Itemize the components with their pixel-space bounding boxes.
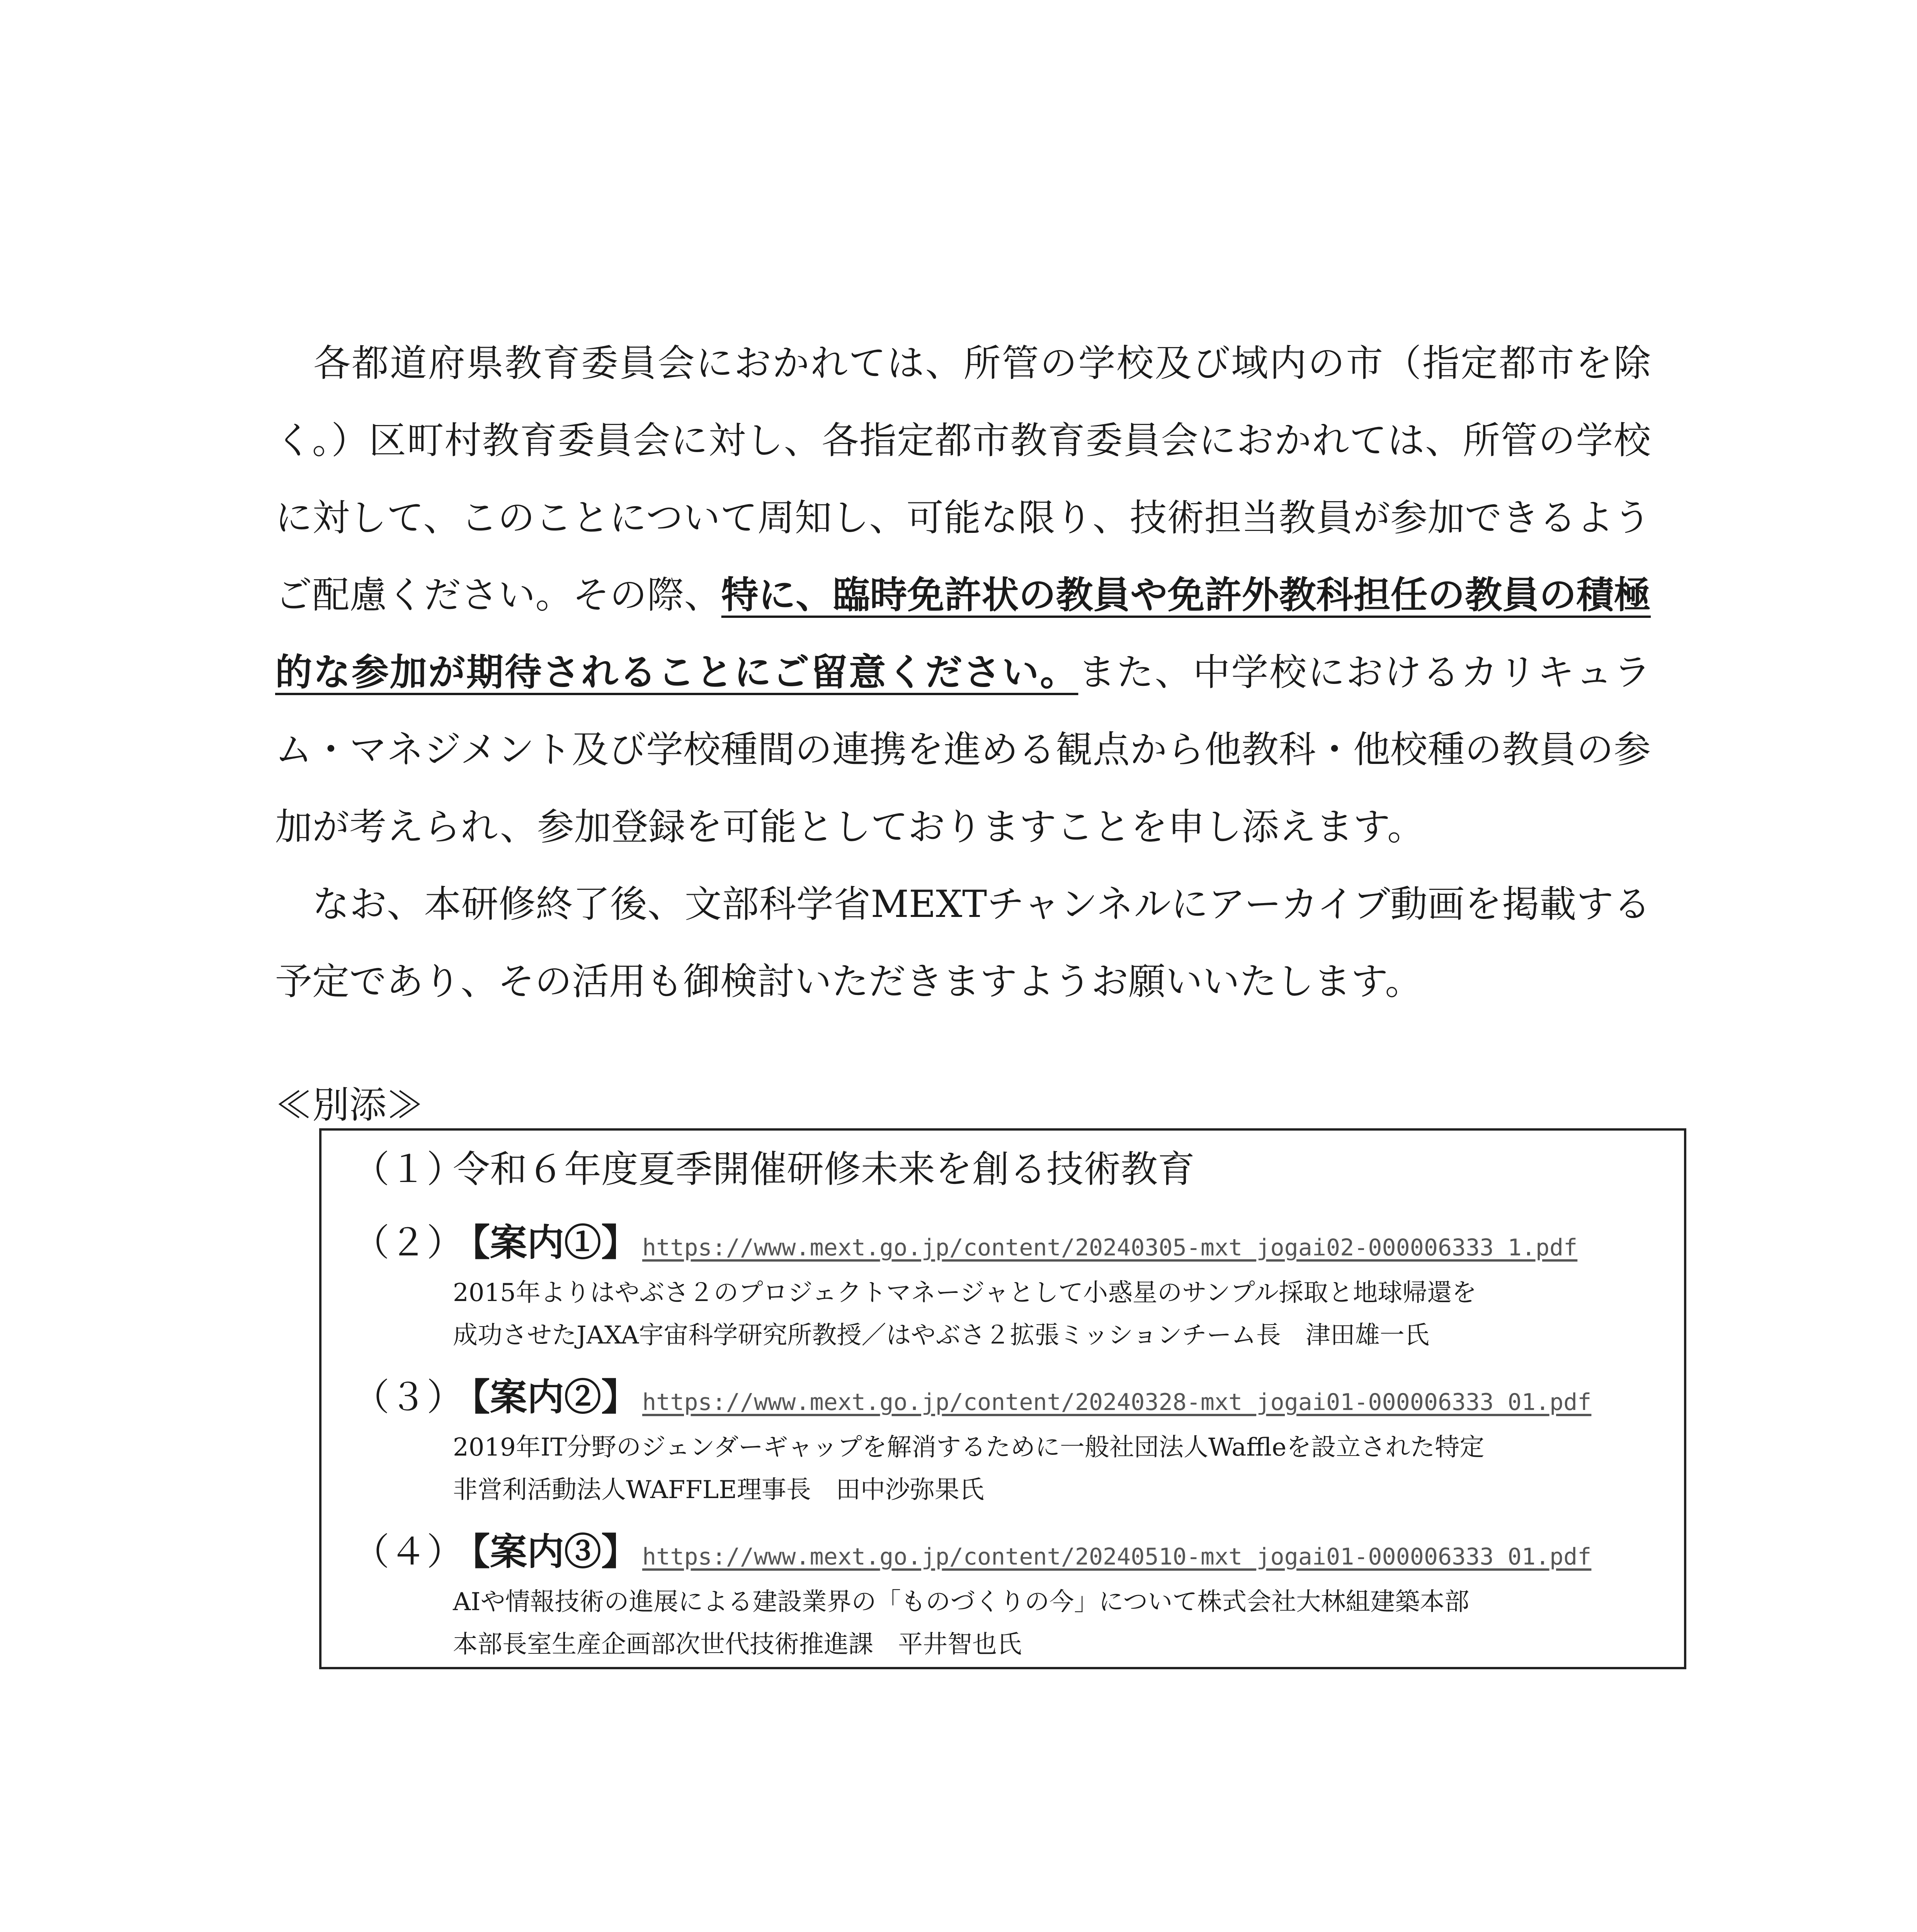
- attachment-item: [352, 1219, 1577, 1271]
- item-number: （１）: [352, 1148, 464, 1191]
- guide-link[interactable]: https://www.mext.go.jp/content/20240510-mxt_jogai01-000006333_01.pdf: [642, 1543, 1592, 1570]
- item-description: 2015年よりはやぶさ２のプロジェクトマネージャとして小惑星のサンプル採取と地球帰還を: [453, 1279, 1477, 1307]
- attachment-item: [352, 1529, 1591, 1580]
- item-description: 成功させたJAXA宇宙科学研究所教授／はやぶさ２拡張ミッションチーム長 津田雄一氏: [453, 1321, 1429, 1350]
- item-description: AIや情報技術の進展による建設業界の「ものづくりの今」について株式会社大林組建築本部: [453, 1588, 1470, 1616]
- guide-link[interactable]: https://www.mext.go.jp/content/20240305-mxt_jogai02-000006333_1.pdf: [642, 1234, 1578, 1261]
- guide-label: 【案内②】: [453, 1375, 638, 1419]
- guide-label: 【案内①】: [453, 1221, 638, 1264]
- guide-link[interactable]: https://www.mext.go.jp/content/20240328-mxt_jogai01-000006333_01.pdf: [642, 1389, 1592, 1416]
- paragraph-archive: なお、本研修終了後、文部科学省MEXTチャンネルにアーカイブ動画を掲載する予定であり、その活用も御検討いただきますようお願いいたします。: [275, 883, 1651, 1003]
- paragraph-text: また、中学校におけるカリキュラム・マネジメント及び学校種間の連携を進める観点から他教科・他校種の教員の参加が考えられ、参加登録を可能としておりますことを申し添えます。: [275, 651, 1651, 849]
- paragraph-request: [275, 325, 1651, 866]
- item-description: 非営利活動法人WAFFLE理事長 田中沙弥果氏: [453, 1476, 984, 1504]
- attachment-item: [352, 1374, 1591, 1425]
- attachment-item: [352, 1146, 1195, 1192]
- item-description: 本部長室生産企画部次世代技術推進課 平井智也氏: [453, 1630, 1022, 1659]
- attachment-box: [319, 1128, 1686, 1669]
- paragraph-text: 各都道府県教育委員会におかれては、所管の学校及び域内の市（指定都市を除く。）区町村教育委員会に対し、各指定都市教育委員会におかれては、所管の学校に対して、このことについて周知し、可能な限り、技術担当教員が参加できるようご配慮ください。その際、: [275, 342, 1651, 617]
- main-text: [275, 325, 1651, 1020]
- item-title: 令和６年度夏季開催研修未来を創る技術教育: [453, 1148, 1195, 1191]
- item-description: 2019年IT分野のジェンダーギャップを解消するために一般社団法人Waffleを設立された特定: [453, 1433, 1485, 1462]
- item-number: （２）: [352, 1221, 464, 1264]
- emphasis-text: 特に、臨時免許状の教員や免許外教科担任の教員の積極的な参加が期待されることにご留意ください。: [275, 573, 1651, 694]
- item-number: （３）: [352, 1376, 464, 1419]
- guide-label: 【案内③】: [453, 1530, 638, 1573]
- item-number: （４）: [352, 1530, 464, 1573]
- attachment-label: ≪別添≫: [275, 1083, 424, 1127]
